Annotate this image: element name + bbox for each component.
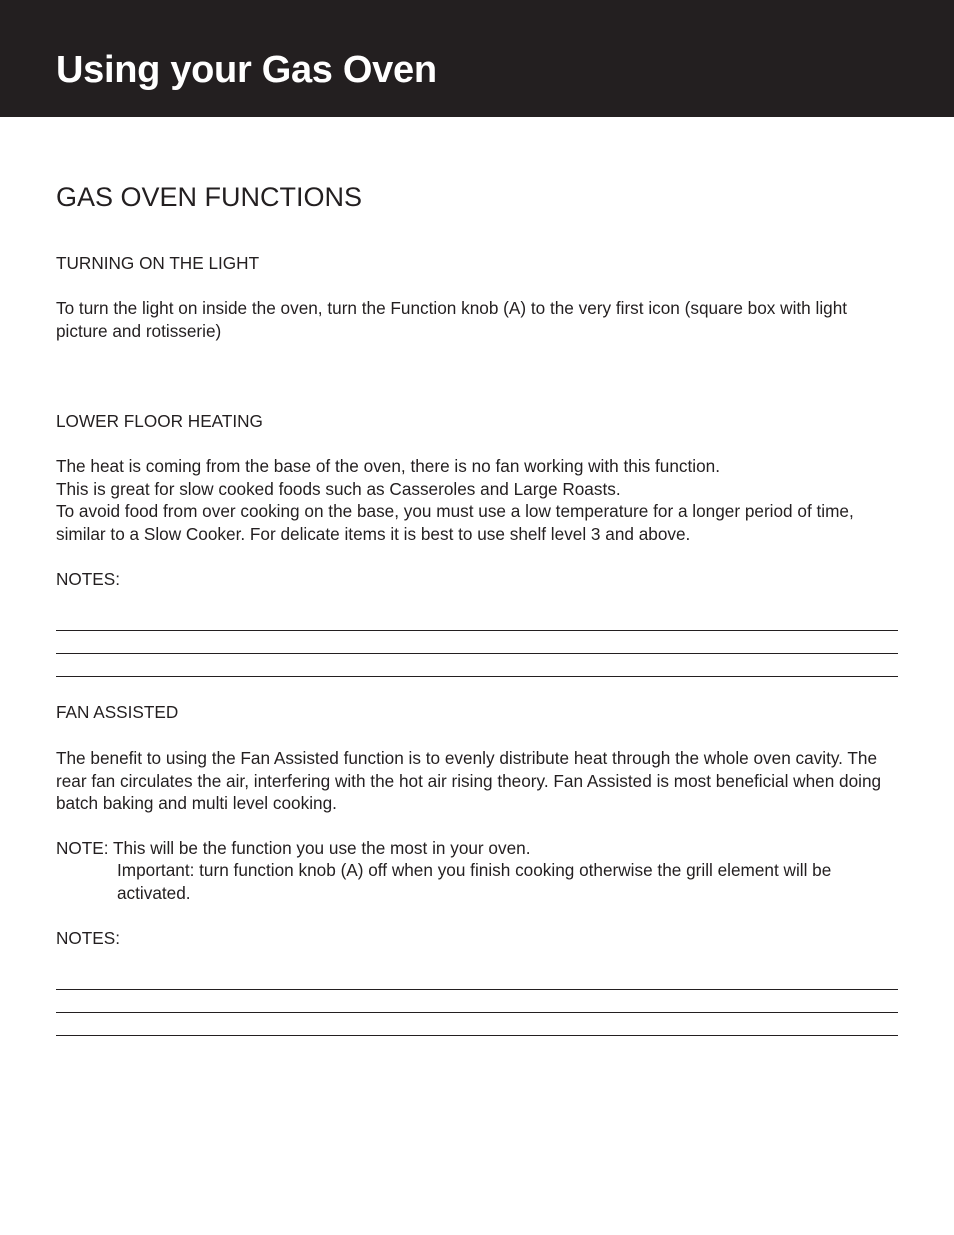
page-title: Using your Gas Oven (56, 49, 437, 91)
lower-floor-line-2: This is great for slow cooked foods such as Casseroles and Large Roasts. (56, 479, 621, 499)
lower-floor-line-3: To avoid food from over cooking on the base, you must use a low temperature for a longer period of time, similar to a Slow Cooker. For delicate items it is best to use shelf level 3 and above. (56, 501, 854, 544)
fan-assisted-paragraph: The benefit to using the Fan Assisted function is to evenly distribute heat through the whole oven cavity. The rear fan circulates the air, interfering with the hot air rising theory. Fan Assisted is most beneficial when doing batch baking and multi level cooking. (56, 748, 882, 814)
lower-floor-notes-label: NOTES: (56, 569, 120, 589)
section-heading: GAS OVEN FUNCTIONS (56, 182, 363, 212)
notes-writing-line (56, 630, 898, 631)
fan-assisted-note: NOTE: This will be the function you use the most in your oven. (56, 838, 531, 858)
lower-floor-subheading: LOWER FLOOR HEATING (56, 411, 263, 431)
fan-assisted-important: Important: turn function knob (A) off when you finish cooking otherwise the grill element will be activated. (117, 860, 832, 903)
notes-writing-line (56, 989, 898, 990)
fan-assisted-subheading: FAN ASSISTED (56, 702, 179, 722)
fan-assisted-notes-label: NOTES: (56, 928, 120, 948)
lower-floor-line-1: The heat is coming from the base of the oven, there is no fan working with this function. (56, 456, 720, 476)
light-subheading: TURNING ON THE LIGHT (56, 253, 260, 273)
light-paragraph: To turn the light on inside the oven, turn the Function knob (A) to the very first icon (square box with light picture and rotisserie) (56, 298, 848, 341)
notes-writing-line (56, 676, 898, 677)
notes-writing-line (56, 1012, 898, 1013)
notes-writing-line (56, 1035, 898, 1036)
notes-writing-line (56, 653, 898, 654)
header-band (0, 0, 954, 117)
